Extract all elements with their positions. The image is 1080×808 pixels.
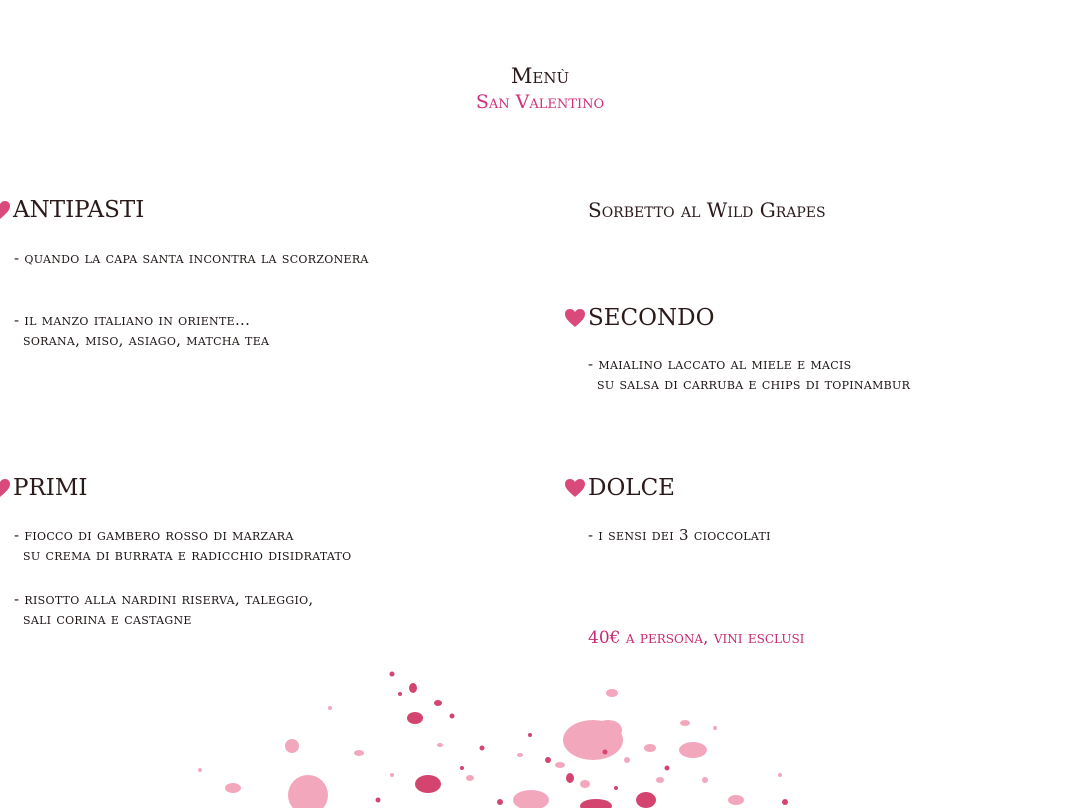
dish-line: - fiocco di gambero rosso di marzara (14, 526, 294, 544)
dish-line: - i sensi dei 3 cioccolati (588, 526, 771, 544)
heart-icon (0, 478, 11, 498)
dish-item (14, 589, 313, 629)
paint-splash-decoration (0, 660, 1080, 808)
dish-line: sorana, miso, asiago, matcha tea (23, 331, 270, 349)
heart-icon (0, 200, 11, 220)
dish-line: su crema di burrata e radicchio disidratato (23, 546, 352, 564)
dish-item (14, 310, 269, 350)
section-heading-label: DOLCE (588, 475, 675, 501)
dish-item (14, 525, 352, 565)
dish-item (588, 525, 771, 545)
section-heading-antipasti (0, 197, 144, 223)
dish-line: - il manzo italiano in oriente... (14, 311, 251, 329)
menu-title: Menù (510, 64, 570, 88)
section-heading-dolce (564, 475, 675, 501)
dish-line: su salsa di carruba e chips di topinambur (597, 375, 911, 393)
dish-line: - quando la capa santa incontra la scorzonera (14, 249, 369, 267)
heart-icon (564, 478, 586, 498)
sorbetto-course: Sorbetto al Wild Grapes (588, 198, 826, 222)
section-heading-primi (0, 475, 88, 501)
dish-item (14, 248, 369, 268)
dish-line: - maialino laccato al miele e macis (588, 355, 852, 373)
section-heading-label: ANTIPASTI (13, 197, 145, 223)
dish-line: - risotto alla nardini riserva, taleggio, (14, 590, 314, 608)
dish-item (588, 354, 910, 394)
section-heading-label: PRIMI (13, 475, 88, 501)
section-heading-secondo (564, 305, 714, 331)
dish-line: sali corina e castagne (23, 610, 192, 628)
section-heading-label: SECONDO (588, 305, 715, 331)
heart-icon (564, 308, 586, 328)
price-note: 40€ a persona, vini esclusi (588, 628, 805, 648)
event-subtitle: San Valentino (475, 91, 605, 113)
